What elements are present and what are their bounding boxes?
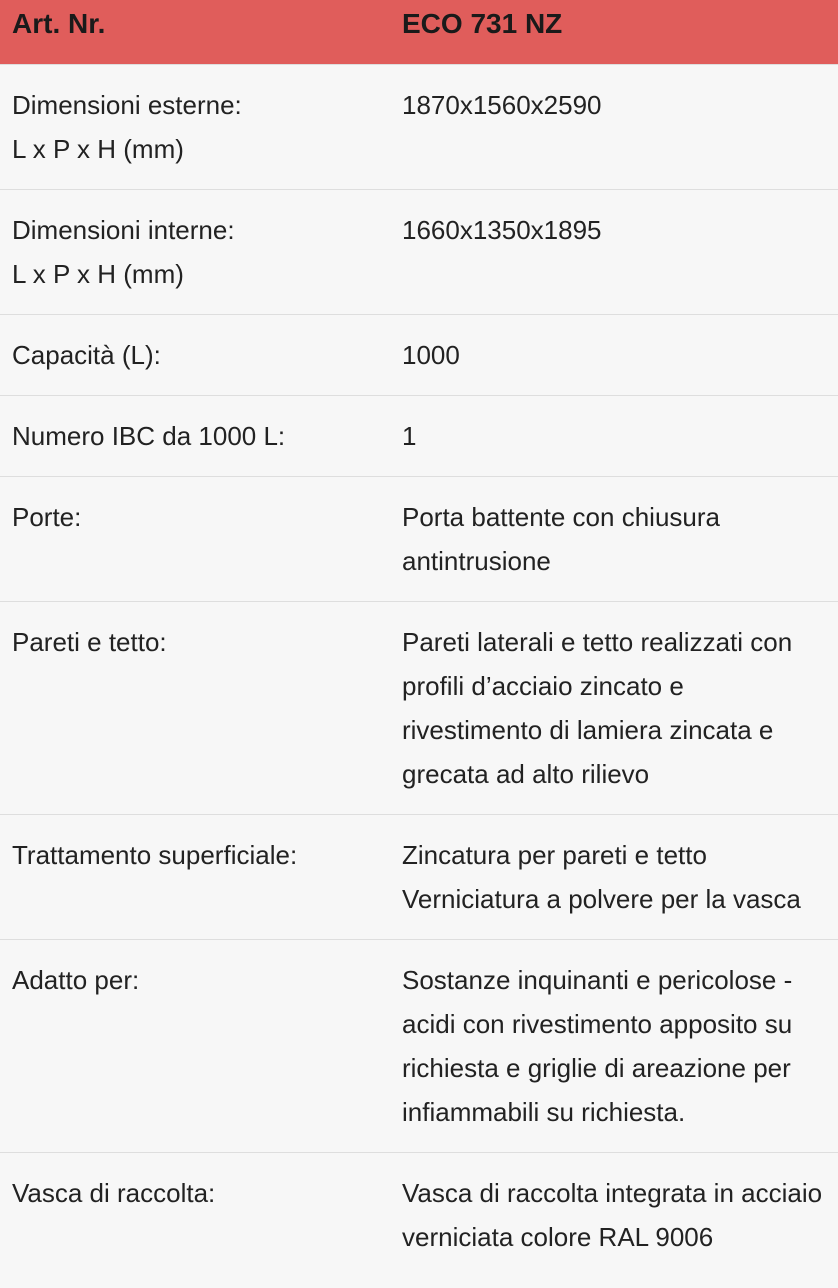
row-label [0,396,390,477]
header-label: Art. Nr. [0,0,390,65]
row-value [390,477,838,602]
row-label-line: Vasca di raccolta: [12,1178,216,1208]
row-label-line: Dimensioni esterne: [12,90,242,120]
row-value [390,190,838,315]
row-label-line: Adatto per: [12,965,140,995]
row-value-line: 1 [402,421,417,451]
row-label [0,940,390,1153]
row-value-line: Zincatura per pareti e tetto [402,840,707,870]
row-label-line: Porte: [12,502,82,532]
row-value [390,602,838,815]
row-label-line: Capacità (L): [12,340,161,370]
table-row [0,602,838,815]
row-value [390,396,838,477]
table-row [0,477,838,602]
row-label [0,65,390,190]
row-value [390,315,838,396]
table-header-row [0,0,838,65]
row-label-line: Trattamento superficiale: [12,840,298,870]
table-row [0,940,838,1153]
table-row [0,815,838,940]
table-row [0,396,838,477]
row-value [390,1153,838,1278]
row-label [0,1153,390,1278]
header-value: ECO 731 NZ [390,0,838,65]
row-label [0,477,390,602]
row-value-line: Pareti laterali e tetto realizzati con profili d’acciaio zincato e rivestimento di lamiera zincata e grecata ad alto rilievo [402,627,793,789]
spec-table-body [0,65,838,1278]
row-label [0,315,390,396]
row-label-line: L x P x H (mm) [12,259,184,289]
table-row [0,315,838,396]
row-label [0,190,390,315]
row-label-line: Numero IBC da 1000 L: [12,421,286,451]
table-row [0,190,838,315]
table-row [0,1153,838,1278]
row-value [390,65,838,190]
row-value-line: 1660x1350x1895 [402,215,602,245]
row-value-line: Verniciatura a polvere per la vasca [402,884,801,914]
table-row [0,65,838,190]
row-value-line: Porta battente con chiusura antintrusione [402,502,720,576]
row-value [390,940,838,1153]
row-label-line: Dimensioni interne: [12,215,235,245]
row-value [390,815,838,940]
row-value-line: Sostanze inquinanti e pericolose - acidi con rivestimento apposito su richiesta e griglie di areazione per infiammabili su richiesta. [402,965,793,1127]
row-label-line: Pareti e tetto: [12,627,167,657]
row-value-line: Vasca di raccolta integrata in acciaio verniciata colore RAL 9006 [402,1178,823,1252]
row-label-line: L x P x H (mm) [12,134,184,164]
row-value-line: 1870x1560x2590 [402,90,602,120]
row-label [0,602,390,815]
row-label [0,815,390,940]
row-value-line: 1000 [402,340,460,370]
